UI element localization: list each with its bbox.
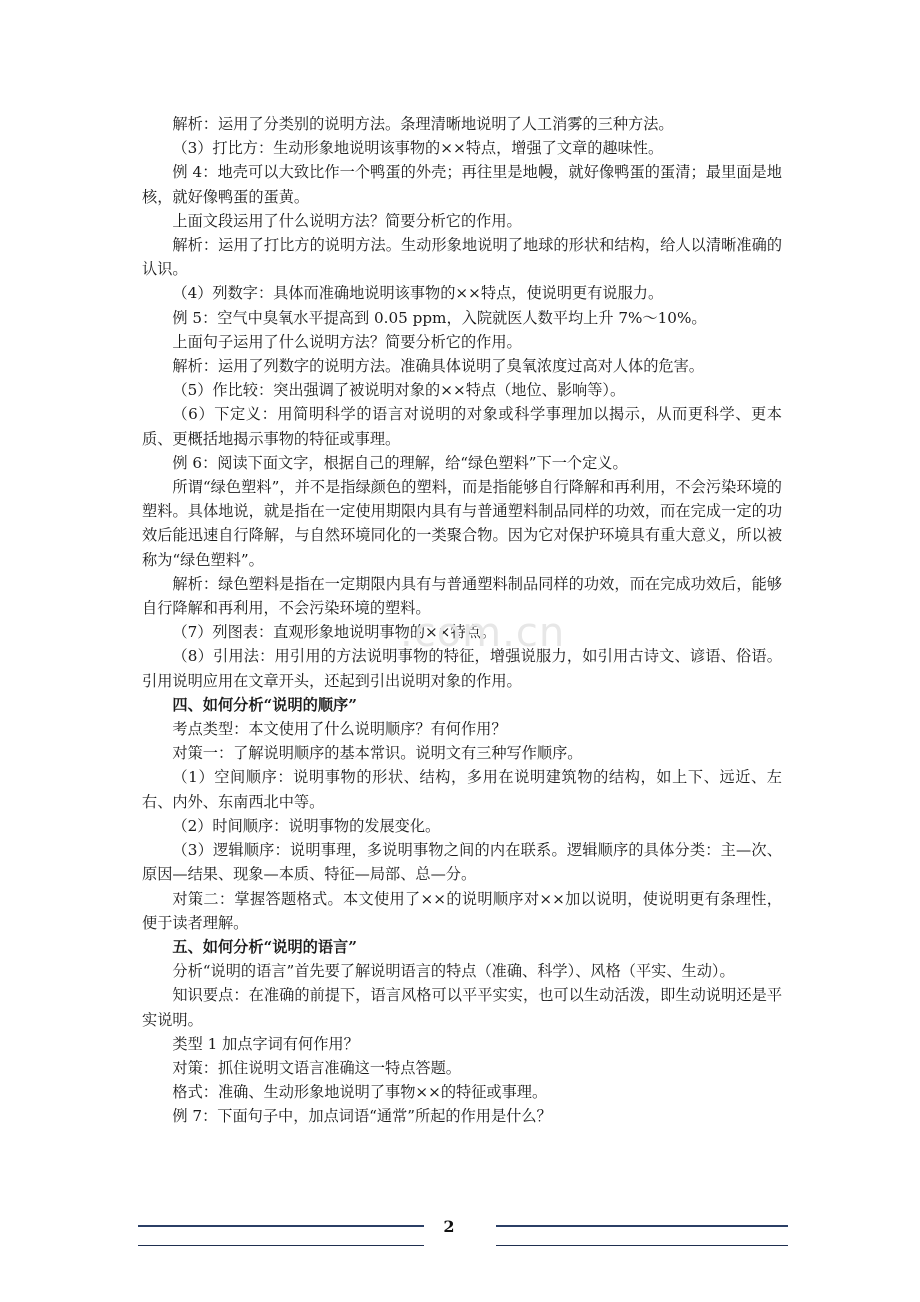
body-paragraph: 格式：准确、生动形象地说明了事物××的特征或事理。: [172, 1083, 548, 1102]
footer-rule-right-bottom: [496, 1245, 788, 1246]
page-footer: [0, 1212, 920, 1252]
body-paragraph: 例 7：下面句子中，加点词语“通常”所起的作用是什么？: [172, 1107, 552, 1126]
body-paragraph: （3）打比方：生动形象地说明该事物的××特点，增强了文章的趣味性。: [172, 139, 664, 158]
body-paragraph: 例 5：空气中臭氧水平提高到 0.05 ppm，入院就医人数平均上升 7%～10%。: [172, 308, 707, 327]
body-paragraph: 对策二：掌握答题格式。本文使用了××的说明顺序对××加以说明，使说明更有条理性，便于读者理解。: [142, 889, 782, 932]
body-paragraph: （1）空间顺序：说明事物的形状、结构，多用在说明建筑物的结构，如上下、远近、左右、内外、东南西北中等。: [142, 768, 782, 811]
body-paragraph: 例 6：阅读下面文字，根据自己的理解，给“绿色塑料”下一个定义。: [172, 453, 628, 472]
page-number: 2: [443, 1217, 455, 1236]
body-paragraph: 对策：抓住说明文语言准确这一特点答题。: [172, 1058, 461, 1077]
body-paragraph: （6）下定义：用简明科学的语言对说明的对象或科学事理加以揭示，从而更科学、更本质、更概括地揭示事物的特征或事理。: [142, 405, 782, 448]
footer-rule-left-top: [138, 1225, 424, 1227]
body-paragraph: 类型 1 加点字词有何作用？: [172, 1034, 359, 1053]
body-paragraph: （3）逻辑顺序：说明事理，多说明事物之间的内在联系。逻辑顺序的具体分类：主—次、原因—结果、现象—本质、特征—局部、总—分。: [142, 841, 782, 884]
page-body: [142, 112, 782, 1129]
body-paragraph: 所谓“绿色塑料”，并不是指绿颜色的塑料，而是指能够自行降解和再利用，不会污染环境的塑料。具体地说，就是指在一定使用期限内具有与普通塑料制品同样的功效，而在完成一定的功效后能迅速自行降解，与自然环境同化的一类聚合物。因为它对保护环境具有重大意义，所以被称为“绿色塑料”。: [142, 478, 782, 569]
body-paragraph: （7）列图表：直观形象地说明事物的××特点。: [172, 623, 497, 642]
section-heading: 五、如何分析“说明的语言”: [172, 937, 357, 956]
section-heading: 四、如何分析“说明的顺序”: [172, 695, 357, 714]
watermark: .com.cn: [400, 610, 566, 656]
body-paragraph: （5）作比较：突出强调了被说明对象的××特点（地位、影响等）。: [172, 381, 626, 400]
body-paragraph: 上面句子运用了什么说明方法？简要分析它的作用。: [172, 332, 522, 351]
body-paragraph: 对策一：了解说明顺序的基本常识。说明文有三种写作顺序。: [172, 744, 583, 763]
footer-rule-right-top: [496, 1225, 788, 1227]
footer-rule-left-bottom: [138, 1245, 424, 1246]
body-paragraph: 例 4：地壳可以大致比作一个鸭蛋的外壳；再往里是地幔，就好像鸭蛋的蛋清；最里面是地核，就好像鸭蛋的蛋黄。: [142, 163, 782, 206]
body-paragraph: 解析：绿色塑料是指在一定期限内具有与普通塑料制品同样的功效，而在完成功效后，能够自行降解和再利用，不会污染环境的塑料。: [142, 574, 782, 618]
body-paragraph: 分析“说明的语言”首先要了解说明语言的特点（准确、科学）、风格（平实、生动）。: [172, 962, 735, 981]
body-paragraph: 解析：运用了打比方的说明方法。生动形象地说明了地球的形状和结构，给人以清晰准确的认识。: [142, 236, 782, 279]
body-paragraph: 上面文段运用了什么说明方法？简要分析它的作用。: [172, 211, 522, 230]
body-paragraph: （8）引用法：用引用的方法说明事物的特征，增强说服力，如引用古诗文、谚语、俗语。引用说明应用在文章开头，还起到引出说明对象的作用。: [142, 647, 782, 690]
body-paragraph: 解析：运用了分类别的说明方法。条理清晰地说明了人工消雾的三种方法。: [172, 115, 674, 133]
body-paragraph: 知识要点：在准确的前提下，语言风格可以平平实实，也可以生动活泼，即生动说明还是平实说明。: [142, 986, 782, 1029]
body-paragraph: （4）列数字：具体而准确地说明该事物的××特点，使说明更有说服力。: [172, 284, 664, 303]
body-paragraph: 解析：运用了列数字的说明方法。准确具体说明了臭氧浓度过高对人体的危害。: [172, 357, 704, 376]
body-paragraph: 考点类型：本文使用了什么说明顺序？有何作用？: [172, 720, 507, 739]
body-paragraph: （2）时间顺序：说明事物的发展变化。: [172, 816, 441, 835]
